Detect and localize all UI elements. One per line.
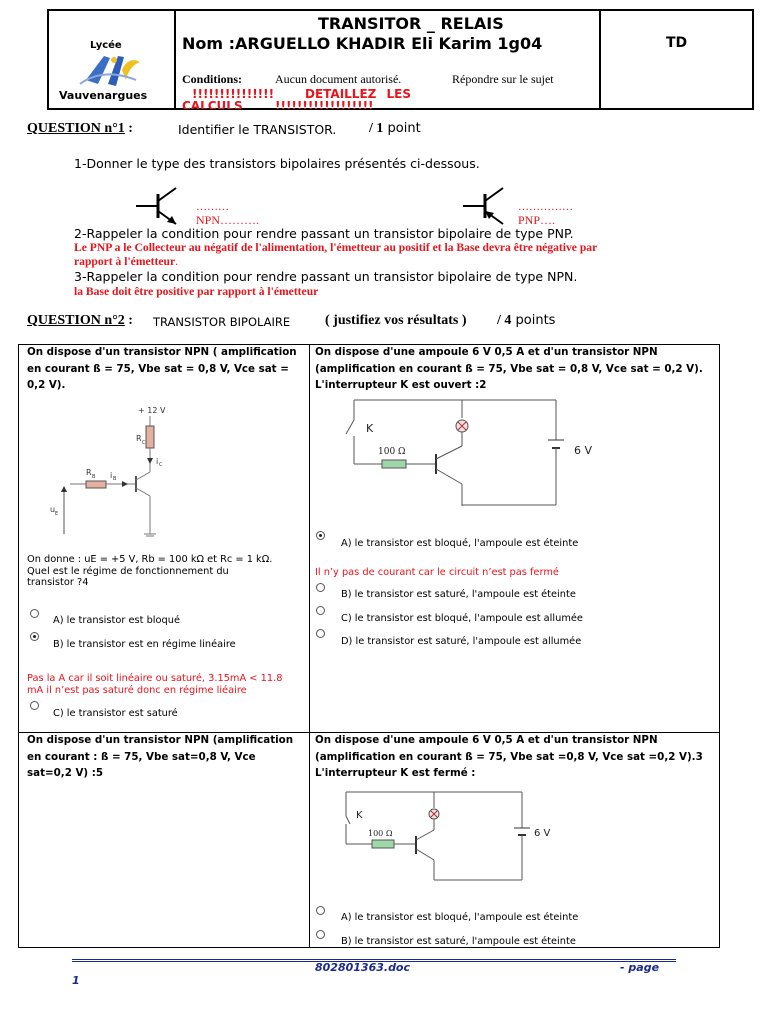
- cell1-ue-label: u: [50, 505, 56, 514]
- cell2-circuit-diagram: [336, 396, 616, 506]
- q1-answer2-dot: .: [175, 255, 178, 268]
- q1-answer2-text: rapport à l'émetteur: [74, 255, 176, 268]
- cell2-radio-c[interactable]: [316, 606, 325, 615]
- cell1-given-l2: Quel est le régime de fonctionnement du: [27, 565, 229, 577]
- footer-filename: 802801363.doc: [315, 961, 411, 974]
- cell1-l3: 0,2 V).: [27, 379, 66, 391]
- warning-b: DETAILLEZ LES: [305, 87, 412, 101]
- cell1-rc-sub: C: [142, 440, 146, 446]
- q2-points: [497, 313, 555, 329]
- q1-points: [369, 121, 421, 137]
- cell1-option-c: C) le transistor est saturé: [53, 708, 178, 719]
- q1-answer3: la Base doit être positive par rapport à l'émetteur: [74, 285, 319, 298]
- cell1-rb-sub: B: [92, 474, 96, 480]
- cell1-given-l1: On donne : uE = +5 V, Rb = 100 kΩ et Rc = 1 kΩ.: [27, 554, 273, 565]
- q1-answer2-line2: [74, 255, 178, 268]
- q1-colon: :: [124, 121, 133, 136]
- cell4-radio-a[interactable]: [316, 906, 325, 915]
- q1-points-word: point: [383, 121, 421, 136]
- cell4-r-label: 100 Ω: [368, 829, 393, 838]
- q1-answer-left-a: ………: [196, 201, 229, 213]
- cell1-rc-label: R: [136, 434, 142, 443]
- cell1-answer: [27, 673, 282, 696]
- npn-transistor-icon: [134, 184, 188, 228]
- q1-item3: 3-Rappeler la condition pour rendre passant un transistor bipolaire de type NPN.: [74, 269, 578, 284]
- q1-answer2-line1: Le PNP a le Collecteur au négatif de l'alimentation, l'émetteur au positif et la Base devra être négative par: [74, 241, 598, 254]
- cell2-intro: [315, 344, 703, 394]
- cell1-circuit-diagram: [40, 402, 170, 550]
- q1-answer-right-b: PNP….: [518, 213, 556, 227]
- cell1-given: [27, 554, 272, 589]
- cell1-l1: On dispose d'un transistor NPN ( amplification: [27, 346, 297, 358]
- cell1-option-a: A) le transistor est bloqué: [53, 615, 180, 626]
- q2-justify: ( justifiez vos résultats ): [325, 313, 467, 328]
- q2-label: QUESTION n°2: [27, 313, 125, 328]
- cell2-l3: L'interrupteur K est ouvert :2: [315, 379, 487, 391]
- cell1-radio-c[interactable]: [30, 701, 39, 710]
- cell2-l2: (amplification en courant ß = 75, Vbe sat = 0,8 V, Vce sat = 0,2 V).: [315, 362, 703, 375]
- footer-page: - page: [620, 961, 660, 974]
- school-name: Lycée: [90, 40, 122, 51]
- warning-c: CALCULS: [182, 100, 243, 109]
- cell1-ib-label: i: [110, 471, 113, 480]
- footer-page-number: 1: [72, 974, 80, 987]
- student-name: Nom :ARGUELLO KHADIR Eli Karim 1g04: [182, 34, 543, 53]
- cell3-l3: sat=0,2 V) :5: [27, 767, 103, 779]
- cell3-l1: On dispose d'un transistor NPN (amplification: [27, 734, 294, 746]
- cell1-answer-l1: Pas la A car il soit linéaire ou saturé, 3.15mA < 11.8: [27, 673, 283, 684]
- cell2-radio-d[interactable]: [316, 629, 325, 638]
- cell4-option-b: B) le transistor est saturé, l'ampoule est éteinte: [341, 936, 576, 947]
- cell1-radio-a[interactable]: [30, 609, 39, 618]
- cell4-k-label: K: [356, 810, 363, 821]
- cell4-intro: [315, 732, 703, 782]
- q1-title: Identifier le TRANSISTOR.: [178, 122, 337, 137]
- cell4-v-label: 6 V: [534, 828, 551, 839]
- cell4-l1: On dispose d'une ampoule 6 V 0,5 A et d'un transistor NPN: [315, 734, 658, 746]
- cell2-l1: On dispose d'une ampoule 6 V 0,5 A et d'un transistor NPN: [315, 346, 658, 358]
- cell2-k-label: K: [366, 422, 374, 435]
- warning-a: !!!!!!!!!!!!!!!: [192, 87, 275, 101]
- cell2-radio-a[interactable]: [316, 531, 325, 540]
- cell1-given-l3: transistor ?4: [27, 577, 89, 588]
- cell1-radio-b[interactable]: [30, 632, 39, 641]
- cell1-ue-sub: E: [55, 511, 59, 517]
- cell1-rb-label: R: [86, 468, 92, 477]
- cell1-ib-sub: B: [113, 476, 117, 482]
- cell2-option-c: C) le transistor est bloqué, l'ampoule est allumée: [341, 613, 583, 624]
- cell2-answer: Il n’y pas de courant car le circuit n’est pas fermé: [315, 567, 559, 578]
- q2-points-value: / 4: [497, 313, 512, 328]
- school-name-bottom: Vauvenargues: [59, 89, 148, 101]
- q1-answer-right-a: ……………: [518, 201, 573, 213]
- td-label: TD: [666, 35, 688, 51]
- cell4-radio-b[interactable]: [316, 930, 325, 939]
- q2-colon: :: [124, 313, 133, 328]
- page-title: TRANSITOR _ RELAIS: [318, 14, 504, 33]
- cell4-circuit-diagram: [334, 788, 574, 888]
- cell2-r-label: 100 Ω: [378, 447, 406, 457]
- cell3-l2: en courant : ß = 75, Vbe sat=0,8 V, Vce: [27, 750, 256, 763]
- cell4-option-a: A) le transistor est bloqué, l'ampoule est éteinte: [341, 912, 579, 923]
- pnp-transistor-icon: [461, 184, 515, 228]
- q1-item2: 2-Rappeler la condition pour rendre passant un transistor bipolaire de type PNP.: [74, 226, 574, 241]
- cell2-radio-b[interactable]: [316, 583, 325, 592]
- q2-heading: [27, 313, 133, 329]
- cell4-l3: L'interrupteur K est fermé :: [315, 767, 476, 779]
- cell2-v-label: 6 V: [574, 444, 593, 457]
- cell2-option-d: D) le transistor est saturé, l'ampoule est allumée: [341, 636, 582, 647]
- cell1-intro: [27, 344, 297, 394]
- cell1-l2: en courant ß = 75, Vbe sat = 0,8 V, Vce sat =: [27, 362, 289, 375]
- q1-label: QUESTION n°1: [27, 121, 125, 136]
- cell2-option-b: B) le transistor est saturé, l'ampoule est éteinte: [341, 589, 576, 600]
- cell2-option-a: A) le transistor est bloqué, l'ampoule est éteinte: [341, 538, 579, 549]
- q1-item1: 1-Donner le type des transistors bipolaires présentés ci-dessous.: [74, 156, 480, 171]
- q2-points-word: points: [511, 313, 556, 328]
- cell1-ic-sub: C: [159, 462, 163, 468]
- warning-d: !!!!!!!!!!!!!!!!!!: [275, 100, 374, 109]
- cell4-l2: (amplification en courant ß = 75, Vbe sat =0,8 V, Vce sat =0,2 V).3: [315, 750, 703, 763]
- cell1-ic-label: i: [156, 457, 159, 466]
- conditions-doc: Aucun document autorisé.: [275, 72, 402, 86]
- q1-points-value: / 1: [369, 121, 384, 136]
- cell1-answer-l2: mA il n’est pas saturé donc en régime liéaire: [27, 684, 247, 696]
- q2-title: TRANSISTOR BIPOLAIRE: [153, 315, 291, 329]
- cell1-option-b: B) le transistor est en régime linéaire: [53, 639, 236, 650]
- cell1-supply-label: + 12 V: [138, 406, 166, 415]
- q1-answer-left-b: NPN……….: [196, 213, 260, 227]
- conditions-label: Conditions:: [182, 72, 243, 86]
- cell3-intro: [27, 732, 293, 782]
- conditions-answer: Répondre sur le sujet: [452, 72, 554, 86]
- q1-heading: [27, 121, 133, 137]
